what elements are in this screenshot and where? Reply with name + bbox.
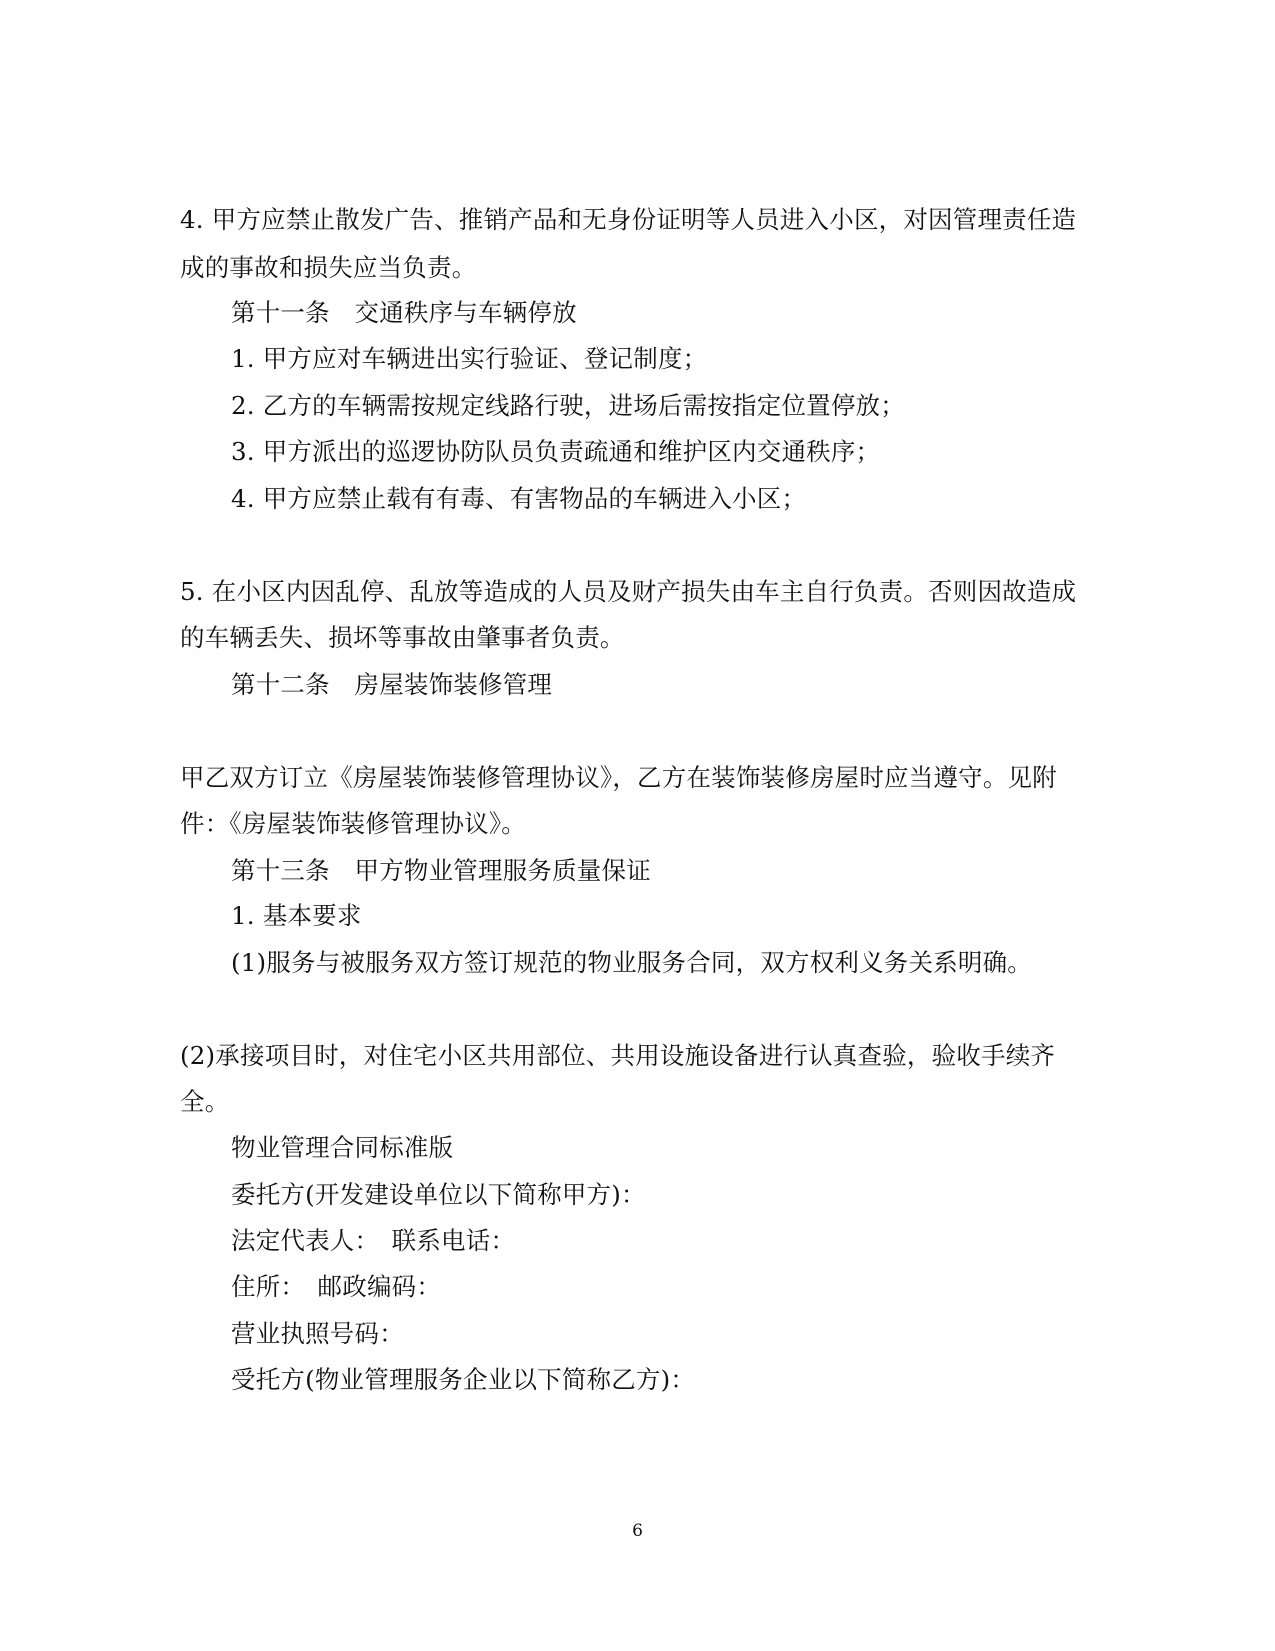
form-field-line: 住所： 邮政编码： [231, 1272, 442, 1301]
paragraph-line: 件：《房屋装饰装修管理协议》。 [180, 809, 526, 838]
document-title: 物业管理合同标准版 [231, 1133, 454, 1162]
list-item: 3. 甲方派出的巡逻协防队员负责疏通和维护区内交通秩序； [231, 437, 881, 466]
paragraph-line: 4. 甲方应禁止散发广告、推销产品和无身份证明等人员进入小区，对因管理责任造 [180, 205, 1077, 234]
paragraph-line: (2)承接项目时，对住宅小区共用部位、共用设施设备进行认真查验，验收手续齐 [180, 1041, 1056, 1070]
paragraph-line: 全。 [180, 1087, 230, 1116]
form-field-line: 委托方(开发建设单位以下简称甲方)： [231, 1180, 646, 1209]
form-field-line: 法定代表人： 联系电话： [231, 1226, 516, 1255]
section-heading: 第十二条 房屋装饰装修管理 [231, 670, 553, 699]
paragraph-line: 成的事故和损失应当负责。 [180, 253, 477, 282]
list-item: 2. 乙方的车辆需按规定线路行驶，进场后需按指定位置停放； [231, 391, 905, 420]
list-item: 1. 甲方应对车辆进出实行验证、登记制度； [231, 344, 708, 373]
form-field-line: 受托方(物业管理服务企业以下简称乙方)： [231, 1365, 696, 1394]
paragraph-line: 甲乙双方订立《房屋装饰装修管理协议》，乙方在装饰装修房屋时应当遵守。见附 [180, 763, 1057, 792]
section-heading: 第十三条 甲方物业管理服务质量保证 [231, 856, 651, 885]
form-field-line: 营业执照号码： [231, 1319, 404, 1348]
section-heading: 第十一条 交通秩序与车辆停放 [231, 298, 577, 327]
paragraph-line: 5. 在小区内因乱停、乱放等造成的人员及财产损失由车主自行负责。否则因故造成 [180, 577, 1077, 606]
page-number: 6 [632, 1521, 643, 1541]
list-item: 4. 甲方应禁止载有有毒、有害物品的车辆进入小区； [231, 484, 807, 513]
list-item: 1. 基本要求 [231, 901, 362, 930]
list-item: (1)服务与被服务双方签订规范的物业服务合同，双方权利义务关系明确。 [231, 948, 1033, 977]
paragraph-line: 的车辆丢失、损坏等事故由肇事者负责。 [180, 623, 625, 652]
